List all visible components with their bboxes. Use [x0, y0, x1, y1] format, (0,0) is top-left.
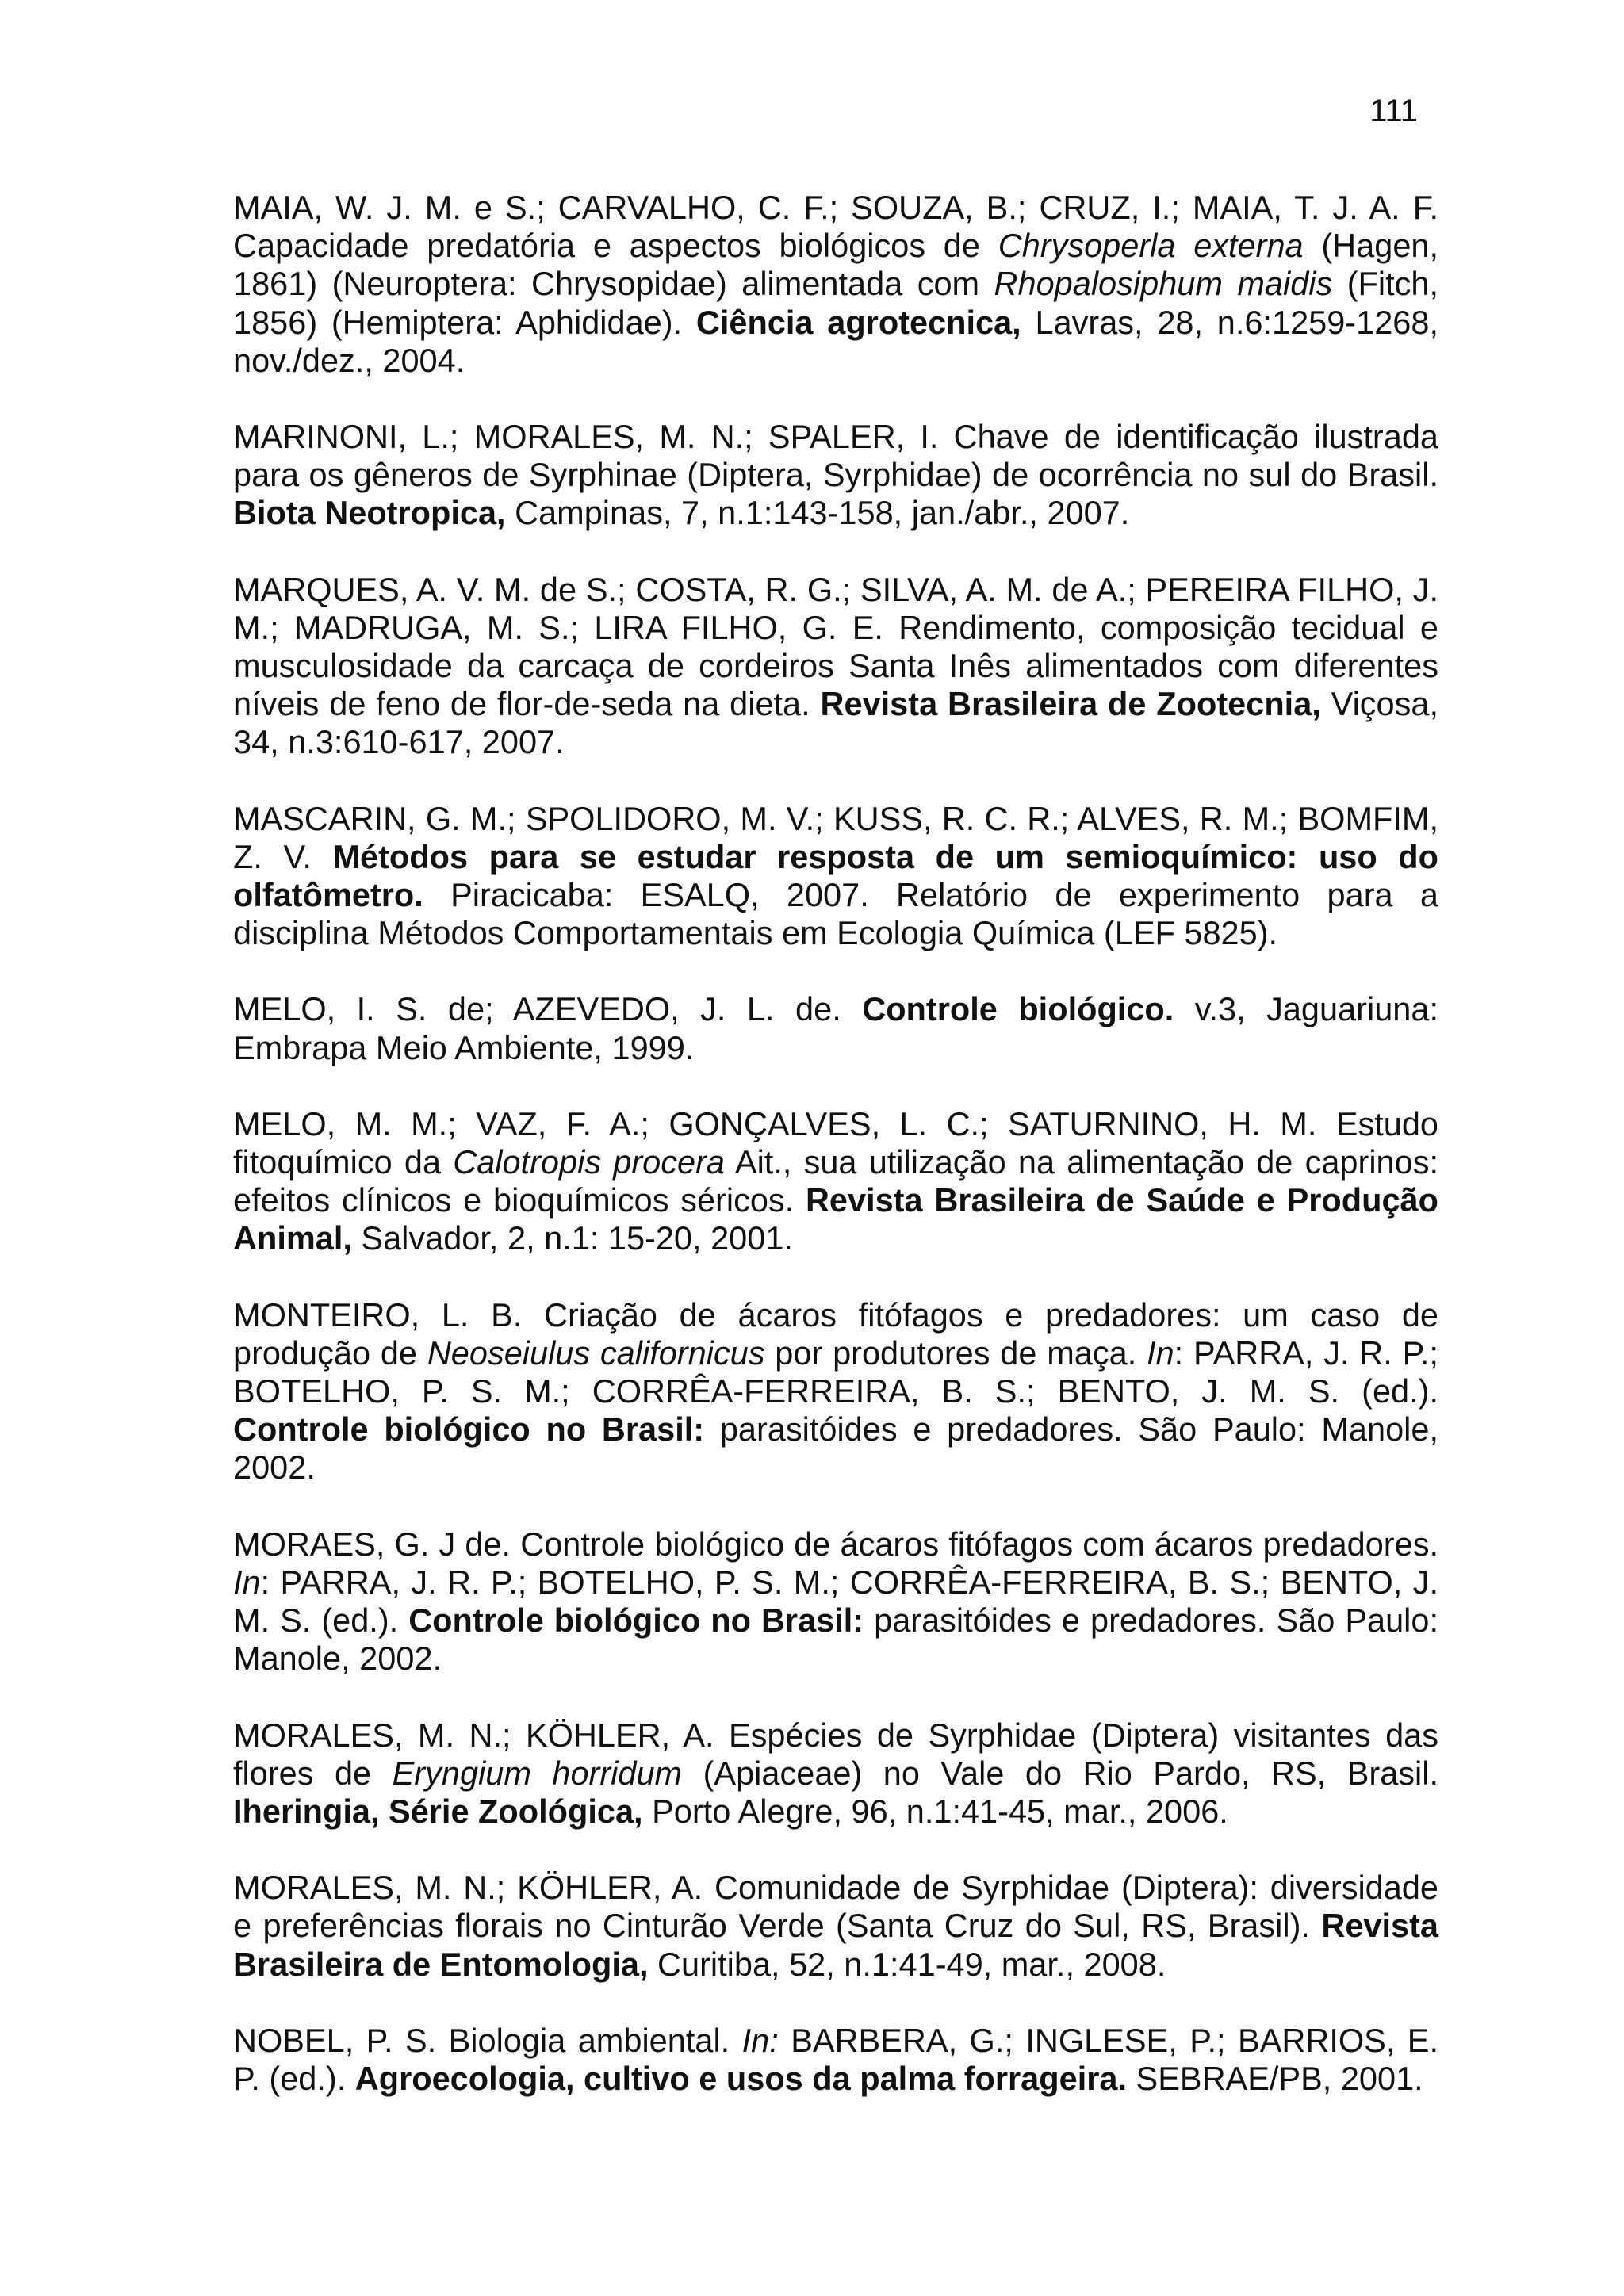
- reference-italic-text: In: [233, 1563, 261, 1601]
- reference-text: Campinas, 7, n.1:143-158, jan./abr., 2007.: [505, 494, 1130, 532]
- reference-list: [233, 189, 1438, 2136]
- reference-entry: [233, 1716, 1438, 1831]
- reference-text: (Fitch, 1856) (Hemiptera: Aphididae).: [233, 265, 1438, 341]
- reference-source-title: Agroecologia, cultivo e usos da palma forrageira.: [354, 2059, 1127, 2097]
- reference-text: MORALES, M. N.; KÖHLER, A. Espécies de Syrphidae (Diptera) visitantes das flores de: [233, 1716, 1438, 1792]
- reference-source-title: Biota Neotropica,: [233, 494, 506, 532]
- reference-text: MAIA, W. J. M. e S.; CARVALHO, C. F.; SOUZA, B.; CRUZ, I.; MAIA, T. J. A. F. Capacidade predatória e aspectos biológicos de: [233, 189, 1438, 265]
- reference-source-title: Controle biológico no Brasil:: [408, 1601, 864, 1640]
- reference-text: parasitóides e predadores. São Paulo: Manole, 2002.: [233, 1410, 1438, 1487]
- reference-text: MORAES, G. J de. Controle biológico de ácaros fitófagos com ácaros predadores.: [233, 1525, 1438, 1563]
- reference-source-title: Revista Brasileira de Entomologia,: [233, 1907, 1438, 1983]
- reference-entry: [233, 1296, 1438, 1487]
- reference-text: (Apiaceae) no Vale do Rio Pardo, RS, Brasil.: [682, 1754, 1438, 1792]
- reference-source-title: Ciência agrotecnica,: [695, 303, 1021, 341]
- reference-text: MELO, M. M.; VAZ, F. A.; GONÇALVES, L. C.; SATURNINO, H. M. Estudo fitoquímico da: [233, 1104, 1438, 1181]
- reference-text: MELO, I. S. de; AZEVEDO, J. L. de.: [233, 990, 863, 1028]
- reference-text: v.3, Jaguariuna: Embrapa Meio Ambiente, 1999.: [233, 990, 1438, 1066]
- reference-source-title: Revista Brasileira de Saúde e Produção Animal,: [233, 1181, 1438, 1257]
- reference-text: Curitiba, 52, n.1:41-49, mar., 2008.: [648, 1945, 1166, 1983]
- reference-source-title: Métodos para se estudar resposta de um semioquímico: uso do olfatômetro.: [233, 837, 1439, 914]
- reference-source-title: Controle biológico.: [862, 990, 1174, 1028]
- reference-text: Piracicaba: ESALQ, 2007. Relatório de experimento para a disciplina Métodos Comportamentais em Ecologia Química (LEF 5825).: [233, 876, 1438, 952]
- reference-italic-text: Neoseiulus californicus: [427, 1334, 765, 1372]
- reference-text: MARQUES, A. V. M. de S.; COSTA, R. G.; SILVA, A. M. de A.; PEREIRA FILHO, J. M.; MADRUGA, M. S.; LIRA FILHO, G. E. Rendimento, composição tecidual e musculosidade da carcaça de cordeiros Santa Inês alimentados com diferentes níveis de feno de flor-de-seda na dieta.: [233, 570, 1438, 723]
- reference-text: Lavras, 28, n.6:1259-1268, nov./dez., 2004.: [233, 303, 1438, 379]
- reference-text: Viçosa, 34, n.3:610-617, 2007.: [233, 685, 1438, 761]
- reference-italic-text: Eryngium horridum: [392, 1754, 683, 1792]
- reference-entry: [233, 1525, 1438, 1678]
- reference-text: SEBRAE/PB, 2001.: [1127, 2059, 1423, 2097]
- reference-text: por produtores de maça.: [764, 1334, 1147, 1372]
- reference-italic-text: In: [1147, 1334, 1174, 1372]
- reference-entry: [233, 800, 1438, 953]
- reference-source-title: Iheringia, Série Zoológica,: [233, 1792, 643, 1830]
- reference-text: (Hagen, 1861) (Neuroptera: Chrysopidae) alimentada com: [233, 227, 1439, 303]
- reference-text: parasitóides e predadores. São Paulo: Manole, 2002.: [233, 1601, 1438, 1678]
- reference-italic-text: In:: [741, 2021, 779, 2059]
- reference-text: MARINONI, L.; MORALES, M. N.; SPALER, I. Chave de identificação ilustrada para os gêneros de Syrphinae (Diptera, Syrphidae) de ocorrência no sul do Brasil.: [233, 418, 1438, 494]
- reference-text: MASCARIN, G. M.; SPOLIDORO, M. V.; KUSS, R. C. R.; ALVES, R. M.; BOMFIM, Z. V.: [233, 799, 1438, 875]
- reference-text: BARBERA, G.; INGLESE, P.; BARRIOS, E. P. (ed.).: [233, 2021, 1438, 2097]
- reference-text: : PARRA, J. R. P.; BOTELHO, P. S. M.; CORRÊA-FERREIRA, B. S.; BENTO, J. M. S. (ed.).: [233, 1563, 1438, 1640]
- reference-entry: [233, 2022, 1438, 2098]
- page-number: 111: [1369, 94, 1418, 128]
- reference-source-title: Revista Brasileira de Zootecnia,: [820, 685, 1321, 723]
- reference-entry: [233, 1105, 1438, 1258]
- reference-text: : PARRA, J. R. P.; BOTELHO, P. S. M.; CORRÊA-FERREIRA, B. S.; BENTO, J. M. S. (ed.).: [233, 1334, 1438, 1410]
- reference-text: Ait., sua utilização na alimentação de caprinos: efeitos clínicos e bioquímicos séricos.: [233, 1143, 1438, 1219]
- reference-text: NOBEL, P. S. Biologia ambiental.: [233, 2021, 742, 2059]
- reference-text: Salvador, 2, n.1: 15-20, 2001.: [351, 1219, 793, 1257]
- reference-entry: [233, 189, 1438, 380]
- reference-text: MORALES, M. N.; KÖHLER, A. Comunidade de Syrphidae (Diptera): diversidade e preferências florais no Cinturão Verde (Santa Cruz do Sul, RS, Brasil).: [233, 1869, 1438, 1945]
- reference-entry: [233, 1869, 1438, 1984]
- reference-entry: [233, 990, 1438, 1066]
- reference-italic-text: Calotropis procera: [453, 1143, 725, 1181]
- reference-text: Porto Alegre, 96, n.1:41-45, mar., 2006.: [642, 1792, 1228, 1830]
- reference-source-title: Controle biológico no Brasil:: [233, 1410, 705, 1448]
- reference-text: MONTEIRO, L. B. Criação de ácaros fitófagos e predadores: um caso de produção de: [233, 1295, 1438, 1372]
- reference-italic-text: Chrysoperla externa: [998, 227, 1304, 265]
- reference-entry: [233, 418, 1438, 533]
- reference-entry: [233, 571, 1438, 762]
- reference-italic-text: Rhopalosiphum maidis: [994, 265, 1333, 303]
